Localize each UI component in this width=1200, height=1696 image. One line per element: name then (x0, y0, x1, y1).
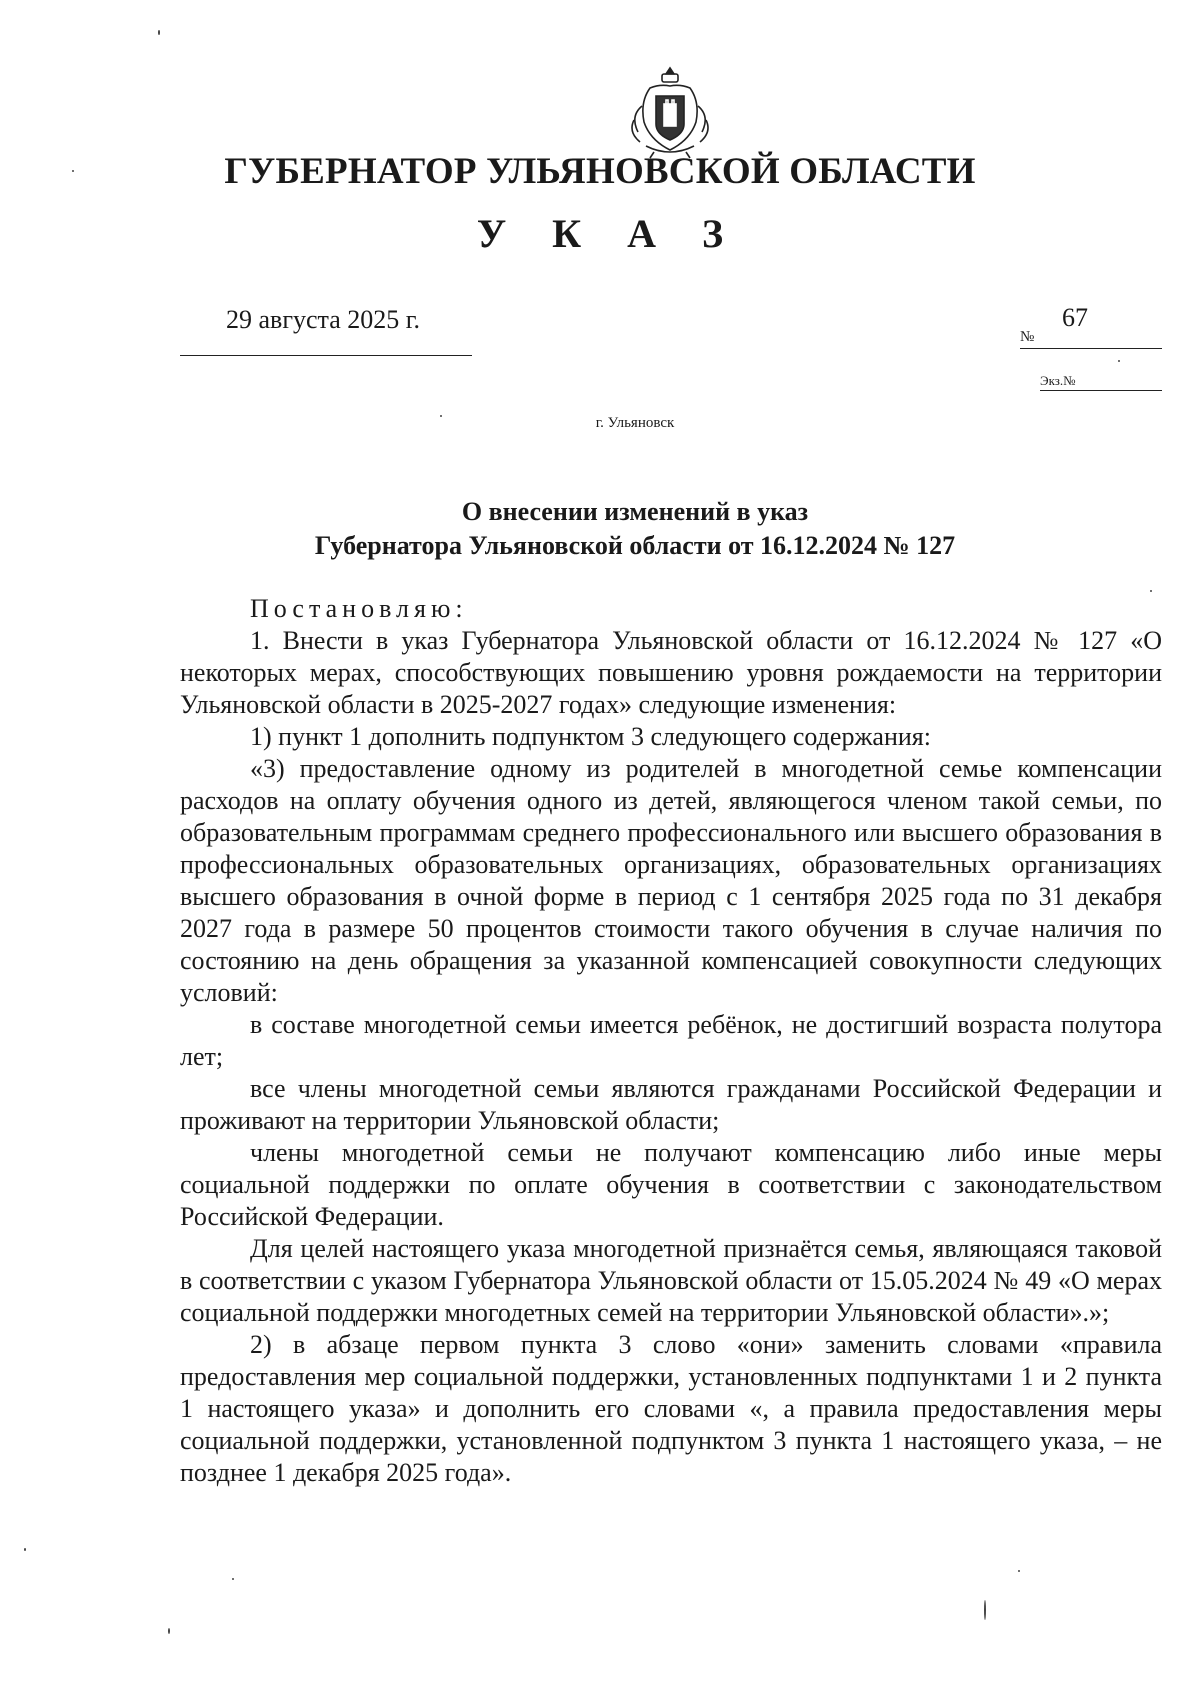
city-of-issue: г. Ульяновск (595, 415, 675, 431)
decree-number: 67 (1062, 303, 1088, 332)
decree-date: 29 августа 2025 г. (226, 305, 420, 334)
decree-opening: Постановляю: (250, 594, 468, 623)
paragraph-1: 1. Внести в указ Губернатора Ульяновской области от 16.12.2024 № 127 «О некоторых мерах, способствующих повышению уровня рождаемости на территории Ульяновской области в 2025-2027 годах» следующие изменения: (180, 626, 1162, 719)
date-field (180, 305, 472, 356)
number-field (1020, 303, 1162, 349)
paragraph-6: члены многодетной семьи не получают компенсацию либо иные меры социальной поддержки по оплате обучения в соответствии с законодательством Российской Федерации. (180, 1138, 1162, 1231)
paragraph-5: все члены многодетной семьи являются гражданами Российской Федерации и проживают на территории Ульяновской области; (180, 1074, 1162, 1135)
document-type: У К А З (476, 211, 742, 256)
paragraph-8: 2) в абзаце первом пункта 3 слово «они» заменить словами «правила предоставления мер социальной поддержки, установленных подпунктами 1 и 2 пункта 1 настоящего указа» и дополнить его словами «, а правила предоставления меры социальной поддержки, установленной подпунктом 3 пункта 1 настоящего указа, – не позднее 1 декабря 2025 года». (180, 1330, 1162, 1487)
number-sign: № (1020, 329, 1035, 345)
paragraph-3: «3) предоставление одному из родителей в многодетной семье компенсации расходов на оплату обучения одного из детей, являющегося членом такой семьи, по образовательным программам среднего профессионального или высшего образования в профессиональных образовательных организациях, образовательных организациях высшего образования в очной форме в период с 1 сентября 2025 года по 31 декабря 2027 года в размере 50 процентов стоимости такого обучения в случае наличия по состоянию на день обращения за указанной компенсацией совокупности следующих условий: (180, 754, 1162, 1007)
coat-of-arms-icon (620, 62, 720, 162)
issuing-authority: ГУБЕРНАТОР УЛЬЯНОВСКОЙ ОБЛАСТИ (224, 151, 976, 192)
paragraph-4: в составе многодетной семьи имеется ребёнок, не достигший возраста полутора лет; (180, 1010, 1162, 1071)
decree-body (180, 593, 1162, 1489)
decree-subject (0, 495, 1200, 563)
paragraph-7: Для целей настоящего указа многодетной признаётся семья, являющаяся таковой в соответствии с указом Губернатора Ульяновской области от 15.05.2024 № 49 «О мерах социальной поддержки многодетных семей на территории Ульяновской области».»; (180, 1234, 1162, 1327)
subject-line-2: Губернатора Ульяновской области от 16.12.2024 № 127 (314, 531, 956, 560)
copy-number-label: Экз.№ (1040, 373, 1076, 388)
copy-number-field (1040, 368, 1162, 391)
paragraph-2: 1) пункт 1 дополнить подпунктом 3 следующего содержания: (250, 722, 931, 751)
subject-line-1: О внесении изменений в указ (461, 497, 809, 526)
